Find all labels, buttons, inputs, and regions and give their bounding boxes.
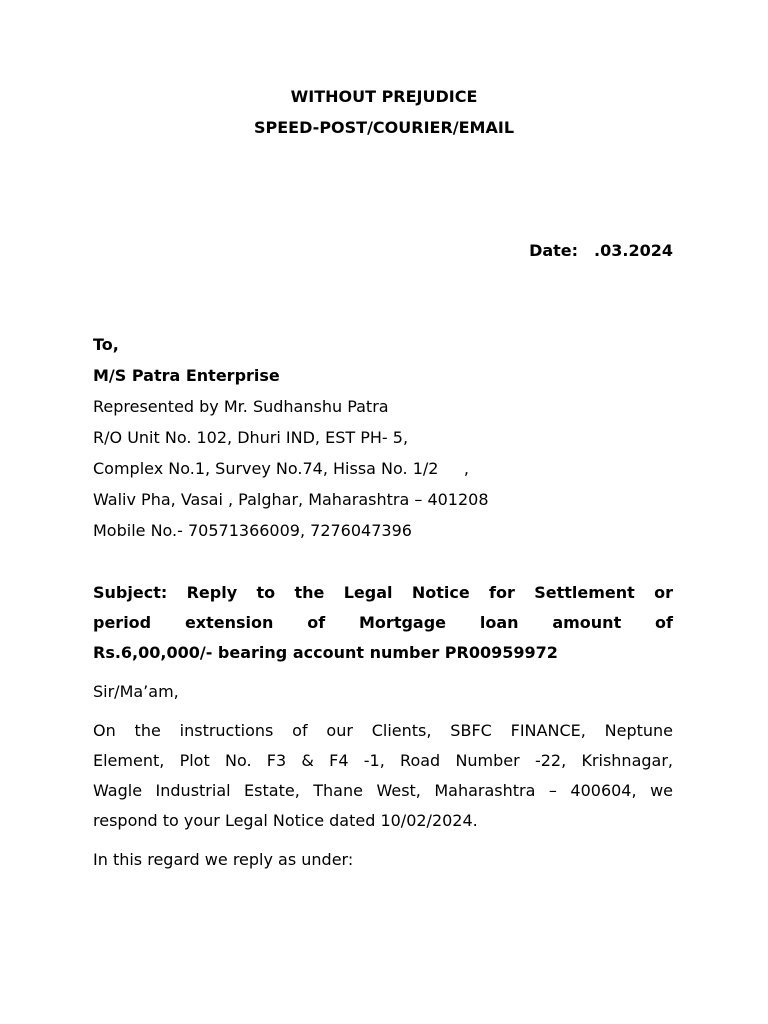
date-value: .03.2024 <box>594 241 673 260</box>
addressee-address-line-3: Waliv Pha, Vasai , Palghar, Maharashtra – 401208 <box>93 490 489 509</box>
paragraph-1-line-2: Element, Plot No. F3 & F4 -1, Road Number -22, Krishnagar, <box>93 751 673 770</box>
paragraph-1-line-3: Wagle Industrial Estate, Thane West, Maharashtra – 400604, we <box>93 781 673 800</box>
addressee-mobile: Mobile No.- 70571366009, 7276047396 <box>93 521 412 540</box>
addressee-address-line-2: Complex No.1, Survey No.74, Hissa No. 1/2 , <box>93 459 469 478</box>
addressee-name: M/S Patra Enterprise <box>93 366 280 385</box>
header-delivery-mode: SPEED-POST/COURIER/EMAIL <box>253 118 515 137</box>
date-label: Date: <box>529 241 579 260</box>
addressee-address-line-1: R/O Unit No. 102, Dhuri IND, EST PH- 5, <box>93 428 409 447</box>
subject-line-3: Rs.6,00,000/- bearing account number PR00959972 <box>93 643 558 662</box>
letter-date <box>529 241 673 261</box>
salutation: Sir/Ma’am, <box>93 682 179 701</box>
addressee-represented-by: Represented by Mr. Sudhanshu Patra <box>93 397 389 416</box>
subject-line-1: Subject: Reply to the Legal Notice for Settlement or <box>93 583 673 602</box>
paragraph-2: In this regard we reply as under: <box>93 850 354 869</box>
paragraph-1-line-1: On the instructions of our Clients, SBFC FINANCE, Neptune <box>93 721 673 740</box>
paragraph-1-line-4: respond to your Legal Notice dated 10/02/2024. <box>93 811 478 830</box>
subject-line-2: period extension of Mortgage loan amount of <box>93 613 673 632</box>
addressee-to: To, <box>93 335 119 354</box>
header-without-prejudice: WITHOUT PREJUDICE <box>290 87 478 106</box>
